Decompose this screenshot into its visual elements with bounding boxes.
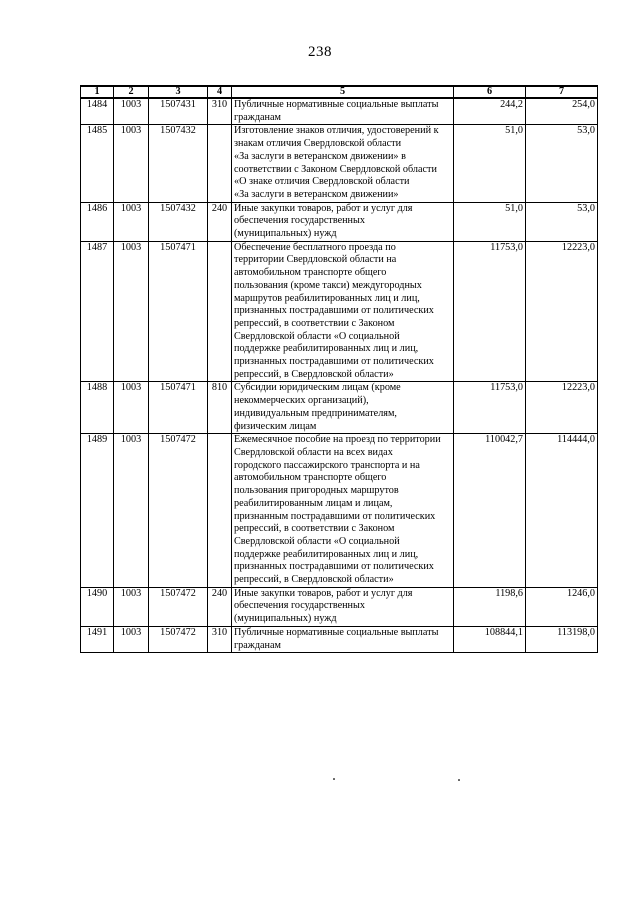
amount-col-6: 1198,6 (454, 587, 526, 626)
amount-col-6: 51,0 (454, 202, 526, 241)
table-body (81, 98, 598, 653)
amount-col-7: 53,0 (526, 125, 598, 202)
row-number: 1487 (81, 241, 114, 382)
expense-type-code: 310 (208, 626, 232, 652)
description: Публичные нормативные социальные выплаты гражданам (232, 98, 454, 125)
section-code: 1003 (114, 587, 149, 626)
header-col-1: 1 (81, 86, 114, 98)
budget-table (80, 85, 598, 653)
header-col-5: 5 (232, 86, 454, 98)
table-row (81, 125, 598, 202)
table-row (81, 587, 598, 626)
amount-col-7: 53,0 (526, 202, 598, 241)
scan-speck (333, 778, 335, 780)
expense-type-code: 240 (208, 202, 232, 241)
amount-col-7: 1246,0 (526, 587, 598, 626)
expense-type-code (208, 125, 232, 202)
section-code: 1003 (114, 626, 149, 652)
target-code: 1507431 (149, 98, 208, 125)
table-row (81, 434, 598, 587)
row-number: 1489 (81, 434, 114, 587)
scan-speck (458, 779, 460, 781)
expense-type-code (208, 241, 232, 382)
target-code: 1507471 (149, 382, 208, 434)
amount-col-6: 51,0 (454, 125, 526, 202)
table-row (81, 202, 598, 241)
scan-specks (0, 776, 640, 786)
target-code: 1507472 (149, 626, 208, 652)
expense-type-code: 240 (208, 587, 232, 626)
amount-col-7: 12223,0 (526, 241, 598, 382)
row-number: 1491 (81, 626, 114, 652)
description: Обеспечение бесплатного проезда по территории Свердловской области на автомобильном транспорте общего пользования (кроме такси) междугородных маршрутов реабилитированных лиц и лиц, признанных пострадавшими от политических репрессий, в соответствии с Законом Свердловской области «О социальной поддержке реабилитированных лиц и лиц, признанных пострадавшими от политических репрессий, в Свердловской области» (232, 241, 454, 382)
row-number: 1490 (81, 587, 114, 626)
amount-col-7: 113198,0 (526, 626, 598, 652)
header-row (81, 86, 598, 98)
amount-col-6: 11753,0 (454, 241, 526, 382)
description: Субсидии юридическим лицам (кроме некоммерческих организаций), индивидуальным предпринимателям, физическим лицам (232, 382, 454, 434)
amount-col-7: 254,0 (526, 98, 598, 125)
section-code: 1003 (114, 434, 149, 587)
description: Иные закупки товаров, работ и услуг для обеспечения государственных (муниципальных) нужд (232, 587, 454, 626)
page-number: 238 (308, 44, 332, 60)
row-number: 1484 (81, 98, 114, 125)
table-header (81, 86, 598, 98)
target-code: 1507471 (149, 241, 208, 382)
row-number: 1485 (81, 125, 114, 202)
section-code: 1003 (114, 98, 149, 125)
section-code: 1003 (114, 125, 149, 202)
amount-col-7: 114444,0 (526, 434, 598, 587)
description: Ежемесячное пособие на проезд по территории Свердловской области на всех видах городского пассажирского транспорта и на автомобильном транспорте общего пользования пригородных маршрутов реабилитированным лицам и лицам, признанным пострадавшими от политических репрессий, в соответствии с Законом Свердловской области «О социальной поддержке реабилитированных лиц и лиц, признанных пострадавшими от политических репрессий, в Свердловской области» (232, 434, 454, 587)
header-col-6: 6 (454, 86, 526, 98)
table-row (81, 626, 598, 652)
amount-col-7: 12223,0 (526, 382, 598, 434)
header-col-3: 3 (149, 86, 208, 98)
row-number: 1488 (81, 382, 114, 434)
row-number: 1486 (81, 202, 114, 241)
table-row (81, 382, 598, 434)
section-code: 1003 (114, 382, 149, 434)
target-code: 1507472 (149, 434, 208, 587)
header-col-7: 7 (526, 86, 598, 98)
header-col-2: 2 (114, 86, 149, 98)
section-code: 1003 (114, 241, 149, 382)
section-code: 1003 (114, 202, 149, 241)
amount-col-6: 11753,0 (454, 382, 526, 434)
header-col-4: 4 (208, 86, 232, 98)
table-row (81, 241, 598, 382)
expense-type-code (208, 434, 232, 587)
description: Изготовление знаков отличия, удостоверений к знакам отличия Свердловской области «За заслуги в ветеранском движении» в соответствии с Законом Свердловской области «О знаке отличия Свердловской области «За заслуги в ветеранском движении» (232, 125, 454, 202)
amount-col-6: 110042,7 (454, 434, 526, 587)
amount-col-6: 108844,1 (454, 626, 526, 652)
target-code: 1507432 (149, 202, 208, 241)
expense-type-code: 810 (208, 382, 232, 434)
description: Иные закупки товаров, работ и услуг для обеспечения государственных (муниципальных) нужд (232, 202, 454, 241)
description: Публичные нормативные социальные выплаты гражданам (232, 626, 454, 652)
amount-col-6: 244,2 (454, 98, 526, 125)
table-row (81, 98, 598, 125)
expense-type-code: 310 (208, 98, 232, 125)
target-code: 1507432 (149, 125, 208, 202)
target-code: 1507472 (149, 587, 208, 626)
